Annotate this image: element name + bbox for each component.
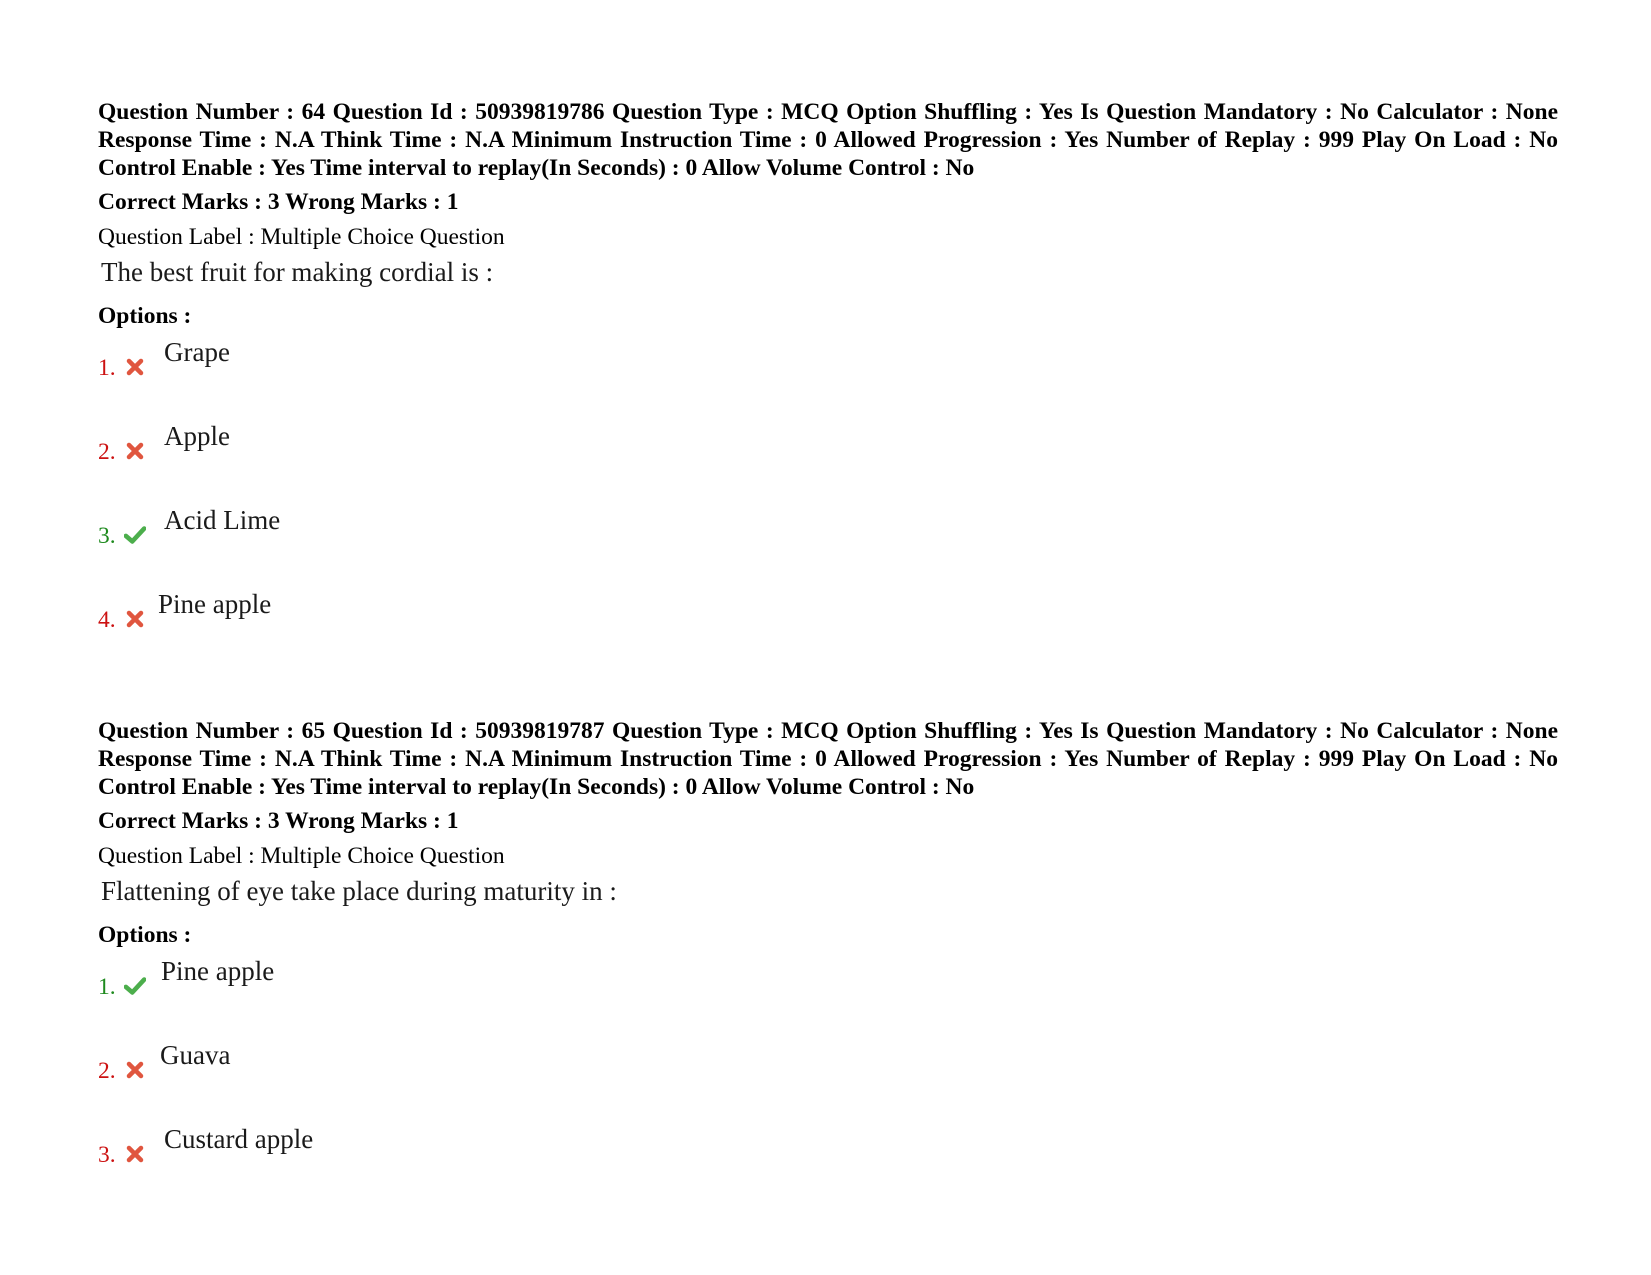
question-label: Question Label : Multiple Choice Question [98, 224, 505, 250]
options-list [98, 330, 1558, 666]
question-text: The best fruit for making cordial is : [101, 257, 494, 287]
option-item [98, 949, 1558, 1033]
option-item [98, 1033, 1558, 1117]
option-item [98, 1117, 1558, 1201]
option-number: 3. [98, 1142, 116, 1168]
question-label: Question Label : Multiple Choice Question [98, 843, 505, 869]
option-number: 4. [98, 607, 116, 633]
option-item [98, 582, 1558, 666]
cross-icon [124, 1059, 146, 1081]
option-text: Apple [164, 421, 230, 451]
question-text: Flattening of eye take place during maturity in : [101, 876, 617, 906]
option-item [98, 414, 1558, 498]
option-number: 3. [98, 523, 116, 549]
option-number: 1. [98, 974, 116, 1000]
options-list [98, 949, 1558, 1201]
option-text: Guava [160, 1040, 231, 1070]
options-heading: Options : [98, 922, 192, 948]
options-heading: Options : [98, 303, 192, 329]
cross-icon [124, 1143, 146, 1165]
option-number: 2. [98, 1058, 116, 1084]
option-text: Pine apple [158, 589, 272, 619]
option-item [98, 330, 1558, 414]
option-text: Custard apple [164, 1124, 314, 1154]
option-text: Grape [164, 337, 230, 367]
question-meta: Question Number : 65 Question Id : 50939819787 Question Type : MCQ Option Shuffling : Yes Is Question Mandatory : No Calculator : None Response Time : N.A Think Time : N.A Minimum Instruction Time : 0 Allowed Progression : Yes Number of Replay : 999 Play On Load : No Control Enable : Yes Time interval to replay(In Seconds) : 0 Allow Volume Control : No [98, 718, 1558, 800]
question-marks: Correct Marks : 3 Wrong Marks : 1 [98, 189, 459, 215]
option-number: 1. [98, 355, 116, 381]
check-icon [124, 975, 146, 997]
question-meta: Question Number : 64 Question Id : 50939819786 Question Type : MCQ Option Shuffling : Yes Is Question Mandatory : No Calculator : None Response Time : N.A Think Time : N.A Minimum Instruction Time : 0 Allowed Progression : Yes Number of Replay : 999 Play On Load : No Control Enable : Yes Time interval to replay(In Seconds) : 0 Allow Volume Control : No [98, 99, 1558, 181]
question-marks: Correct Marks : 3 Wrong Marks : 1 [98, 808, 459, 834]
option-text: Acid Lime [164, 505, 281, 535]
cross-icon [124, 440, 146, 462]
option-text: Pine apple [161, 956, 275, 986]
question-block [98, 98, 1558, 666]
option-number: 2. [98, 439, 116, 465]
question-block [98, 717, 1558, 1201]
cross-icon [124, 608, 146, 630]
cross-icon [124, 356, 146, 378]
check-icon [124, 524, 146, 546]
option-item [98, 498, 1558, 582]
